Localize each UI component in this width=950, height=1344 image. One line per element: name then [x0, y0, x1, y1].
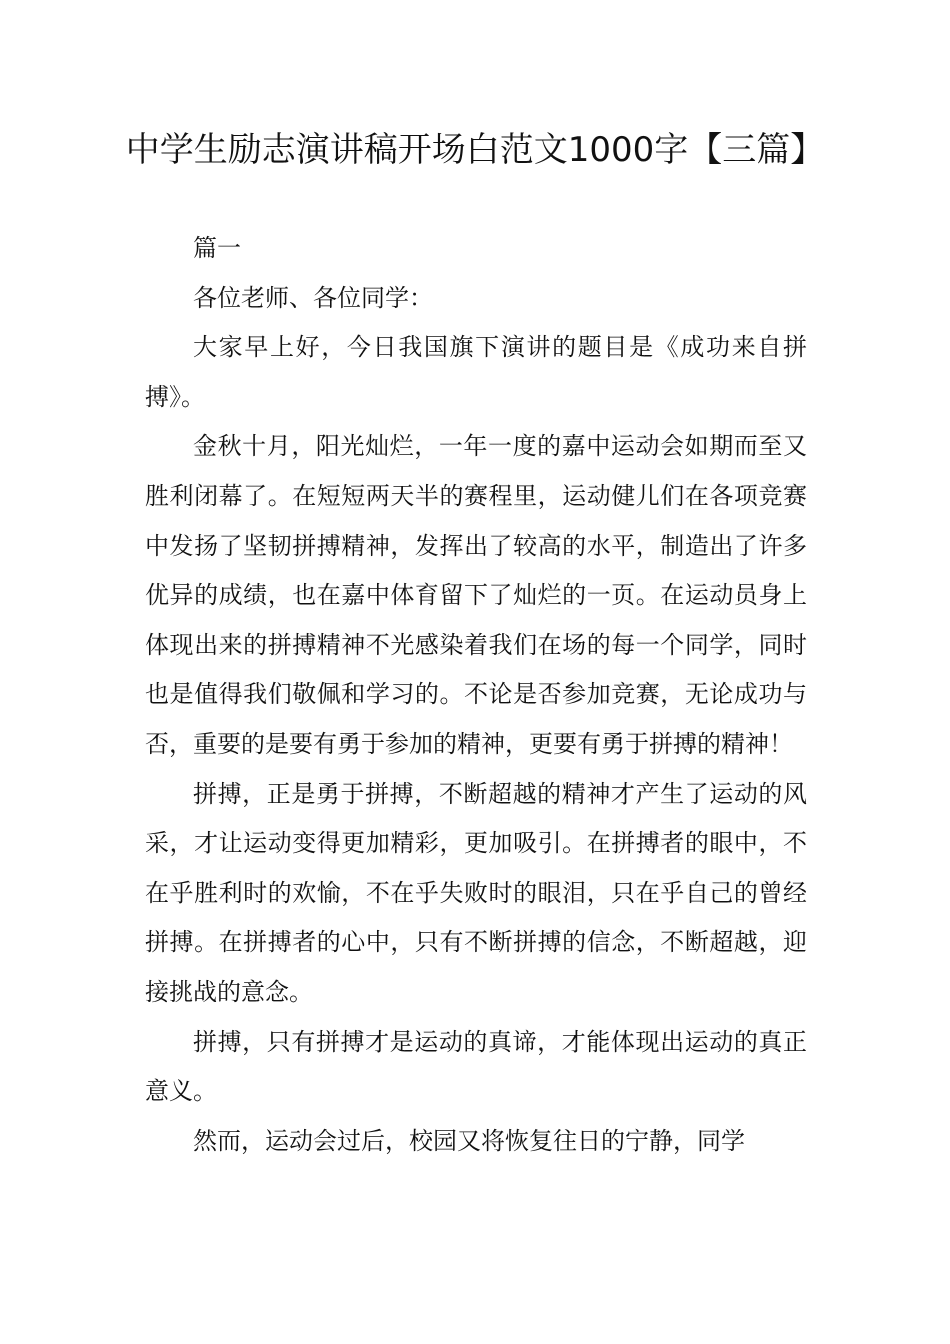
body-paragraph: 然而，运动会过后，校园又将恢复往日的宁静，同学 [193, 1126, 745, 1155]
salutation-paragraph: 各位老师、各位同学： [193, 283, 433, 312]
document-body [145, 224, 807, 1166]
body-paragraph: 大家早上好，今日我国旗下演讲的题目是《成功来自拼搏》。 [145, 333, 807, 411]
body-paragraph: 拼搏，正是勇于拼搏，不断超越的精神才产生了运动的风采，才让运动变得更加精彩，更加吸引。在拼搏者的眼中，不在乎胜利时的欢愉，不在乎失败时的眼泪，只在乎自己的曾经拼搏。在拼搏者的心中，只有不断拼搏的信念，不断超越，迎接挑战的意念。 [145, 779, 807, 1006]
section-heading: 篇一 [193, 234, 241, 262]
body-paragraph: 拼搏，只有拼搏才是运动的真谛，才能体现出运动的真正意义。 [145, 1027, 807, 1106]
document-title: 中学生励志演讲稿开场白范文1000字【三篇】 [125, 130, 825, 170]
body-paragraph: 金秋十月，阳光灿烂，一年一度的嘉中运动会如期而至又胜利闭幕了。在短短两天半的赛程里，运动健儿们在各项竞赛中发扬了坚韧拼搏精神，发挥出了较高的水平，制造出了许多优异的成绩，也在嘉中体育留下了灿烂的一页。在运动员身上体现出来的拼搏精神不光感染着我们在场的每一个同学，同时也是值得我们敬佩和学习的。不论是否参加竞赛，无论成功与否，重要的是要有勇于参加的精神，更要有勇于拼搏的精神！ [145, 432, 807, 758]
